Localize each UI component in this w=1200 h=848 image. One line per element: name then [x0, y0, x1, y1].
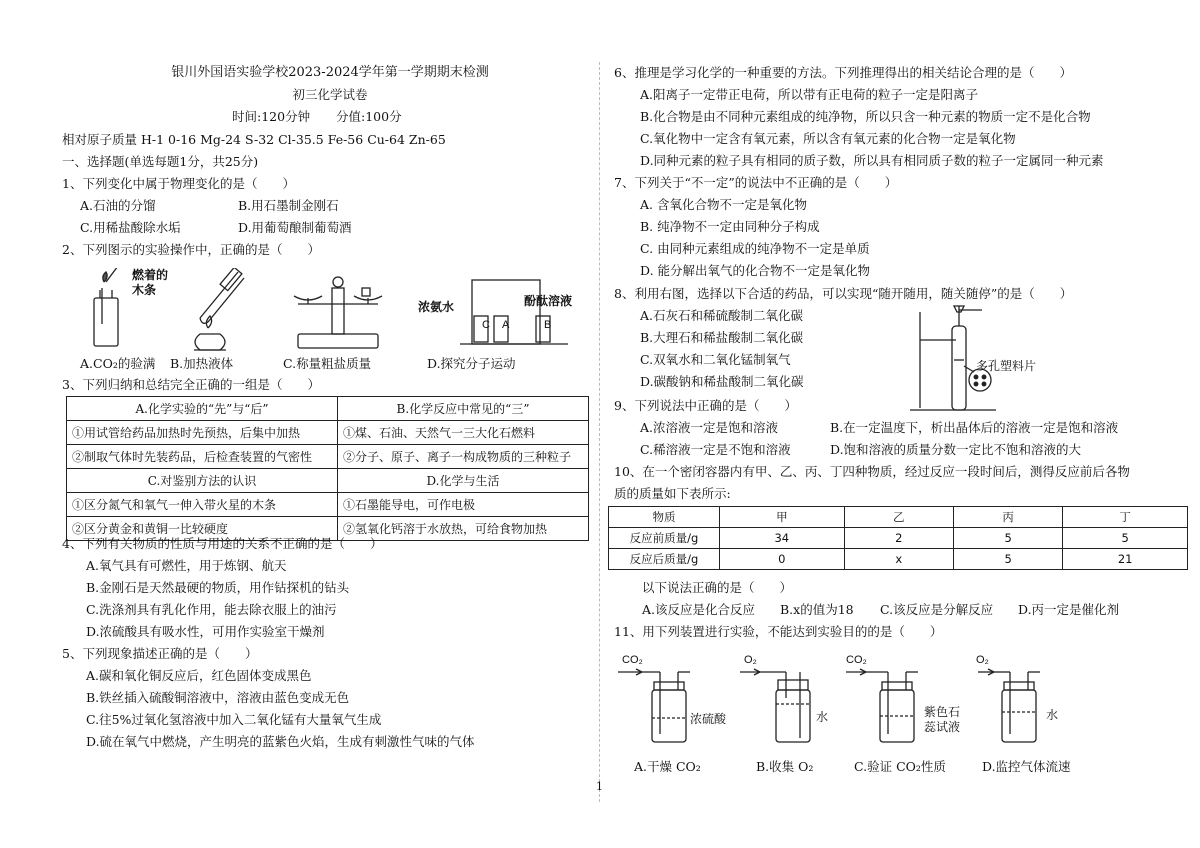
- q2-fig-a-label: 燃着的: [132, 268, 169, 282]
- gas-wash-bottle-icon: [618, 669, 690, 742]
- q7-option-d: D. 能分解出氧气的化合物不一定是氧化物: [640, 263, 871, 278]
- q10-option-a: A.该反应是化合反应: [642, 602, 756, 617]
- gas-collection-bottle-icon: [740, 669, 810, 742]
- q8-option-c: C.双氧水和二氧化锰制氧气: [640, 352, 791, 367]
- q6-option-a: A.阳离子一定带正电荷，所以带有正电荷的粒子一定是阳离子: [640, 87, 979, 102]
- q6-option-b: B.化合物是由不同种元素组成的纯净物，所以只含一种元素的物质一定不是化合物: [640, 109, 1091, 124]
- q3-cell: ①用试管给药品加热时先预热，后集中加热: [67, 421, 338, 445]
- q3-cell: ②区分黄金和黄铜一比较硬度: [67, 517, 338, 541]
- q3-stem: 3、下列归纳和总结完全正确的一组是（ ）: [62, 377, 320, 392]
- q5-option-c: C.往5%过氧化氢溶液中加入二氧化锰有大量氧气生成: [86, 712, 382, 727]
- table-row: [609, 549, 1188, 570]
- q2-beaker-b-label: B: [544, 319, 552, 331]
- table-row: [609, 507, 1188, 528]
- q10-option-d: D.丙一定是催化剂: [1018, 602, 1120, 617]
- q7-option-c: C. 由同种元素组成的纯净物不一定是单质: [640, 241, 870, 256]
- q8-option-b: B.大理石和稀盐酸制二氧化碳: [640, 330, 804, 345]
- table-cell: 反应前质量/g: [609, 528, 720, 549]
- q9-option-d: D.饱和溶液的质量分数一定比不饱和溶液的大: [830, 442, 1082, 457]
- q10-stem-line1: 10、在一个密闭容器内有甲、乙、丙、丁四种物质，经过反应一段时间后，测得反应前后各物: [614, 464, 1130, 479]
- q9-option-a: A.浓溶液一定是饱和溶液: [640, 420, 779, 435]
- q7-option-b: B. 纯净物不一定由同种分子构成: [640, 219, 820, 234]
- q11-liquid-d: 水: [1046, 708, 1059, 722]
- q9-option-c: C.稀溶液一定是不饱和溶液: [640, 442, 791, 457]
- q2-fig-a-label2: 木条: [132, 283, 157, 297]
- table-cell: 反应后质量/g: [609, 549, 720, 570]
- q11-liquid-b: 水: [816, 710, 829, 724]
- q4-option-a: A.氧气具有可燃性，用于炼钢、航天: [86, 558, 287, 573]
- table-header: 丙: [953, 507, 1062, 528]
- q11-liquid-c1: 紫色石: [924, 705, 961, 719]
- q7-stem: 7、下列关于“不一定”的说法中不正确的是（ ）: [614, 175, 898, 190]
- q10-sub-stem: 以下说法正确的是（ ）: [642, 580, 793, 595]
- balance-scale-icon: [294, 277, 382, 348]
- q9-stem: 9、下列说法中正确的是（ ）: [614, 398, 797, 413]
- q3-header-c: C.对鉴别方法的认识: [67, 469, 338, 493]
- q2-stem: 2、下列图示的实验操作中，正确的是（ ）: [62, 242, 320, 257]
- q3-summary-table: [66, 396, 589, 541]
- q6-option-c: C.氧化物中一定含有氧元素，所以含有氧元素的化合物一定是氧化物: [640, 131, 1016, 146]
- q1-option-d: D.用葡萄酿制葡萄酒: [238, 220, 352, 235]
- section-title: 一、选择题(单选每题1分，共25分): [62, 154, 259, 169]
- q8-option-a: A.石灰石和稀硫酸制二氧化碳: [640, 308, 804, 323]
- table-row: [609, 528, 1188, 549]
- q10-mass-table: [608, 506, 1188, 570]
- test-tube-heating-icon: [194, 268, 244, 350]
- table-cell: 5: [953, 549, 1062, 570]
- exam-score: 分值:100分: [336, 109, 402, 124]
- q2-beaker-a-label: A: [502, 319, 510, 331]
- q5-stem: 5、下列现象描述正确的是（ ）: [62, 646, 258, 661]
- q5-option-b: B.铁丝插入硫酸铜溶液中，溶液由蓝色变成无色: [86, 690, 350, 705]
- atomic-masses: 相对原子质量 H-1 0-16 Mg-24 S-32 Cl-35.5 Fe-56 Cu-64 Zn-65: [62, 132, 446, 147]
- q11-gas-b: O₂: [744, 654, 757, 666]
- q11-gas-c: CO₂: [846, 654, 867, 666]
- table-cell: 2: [844, 528, 953, 549]
- q11-option-d: D.监控气体流速: [982, 759, 1071, 774]
- q3-cell: ①石墨能导电，可作电极: [338, 493, 589, 517]
- q11-stem: 11、用下列装置进行实验，不能达到实验目的的是（ ）: [614, 624, 943, 639]
- q1-option-a: A.石油的分馏: [80, 198, 156, 213]
- column-divider: [599, 62, 600, 802]
- q9-option-b: B.在一定温度下，析出晶体后的溶液一定是饱和溶液: [830, 420, 1119, 435]
- q4-stem: 4、下列有关物质的性质与用途的关系不正确的是（ ）: [62, 536, 383, 551]
- q3-cell: ①区分氮气和氧气一伸入带火星的木条: [67, 493, 338, 517]
- q4-option-c: C.洗涤剂具有乳化作用，能去除衣服上的油污: [86, 602, 337, 617]
- gas-bottle-icon: [94, 268, 118, 346]
- q8-stem: 8、利用右图，选择以下合适的药品，可以实现“随开随用，随关随停”的是（ ）: [614, 286, 1073, 301]
- q4-option-b: B.金刚石是天然最硬的物质，用作钻探机的钻头: [86, 580, 350, 595]
- q11-gas-a: CO₂: [622, 654, 643, 666]
- q2-beaker-c-label: C: [482, 319, 490, 331]
- table-header: 物质: [609, 507, 720, 528]
- q2-fig-d-label2: 酚酞溶液: [524, 294, 573, 308]
- q7-option-a: A. 含氧化合物不一定是氧化物: [640, 197, 807, 212]
- q10-stem-line2: 质的质量如下表所示:: [614, 486, 731, 501]
- gas-wash-bottle-icon: [978, 669, 1040, 742]
- q11-liquid-a: 浓硫酸: [690, 712, 727, 726]
- q11-gas-bottles: [618, 668, 1088, 748]
- table-header: 乙: [844, 507, 953, 528]
- q11-gas-d: O₂: [976, 654, 989, 666]
- table-header: 甲: [720, 507, 845, 528]
- q2-option-a: A.CO₂的验满: [80, 356, 156, 371]
- beakers-under-jar-icon: [460, 280, 568, 344]
- q8-option-d: D.碳酸钠和稀盐酸制二氧化碳: [640, 374, 804, 389]
- q10-option-b: B.x的值为18: [780, 602, 854, 617]
- q10-option-c: C.该反应是分解反应: [880, 602, 994, 617]
- exam-subject: 初三化学试卷: [292, 87, 368, 102]
- q6-option-d: D.同种元素的粒子具有相同的质子数，所以具有相同质子数的粒子一定属同一种元素: [640, 153, 1104, 168]
- table-header: 丁: [1063, 507, 1188, 528]
- q3-header-d: D.化学与生活: [338, 469, 589, 493]
- q2-option-d: D.探究分子运动: [427, 356, 516, 371]
- table-cell: 34: [720, 528, 845, 549]
- exam-title: 银川外国语实验学校2023-2024学年第一学期期末检测: [171, 65, 489, 80]
- q2-option-c: C.称量粗盐质量: [283, 356, 372, 371]
- q4-option-d: D.浓硫酸具有吸水性，可用作实验室干燥剂: [86, 624, 325, 639]
- q2-apparatus-figures: [88, 268, 568, 352]
- table-cell: 0: [720, 549, 845, 570]
- q1-stem: 1、下列变化中属于物理变化的是（ ）: [62, 176, 295, 191]
- q11-liquid-c2: 蕊试液: [924, 720, 961, 734]
- q2-fig-d-label1: 浓氨水: [418, 300, 455, 314]
- q5-option-d: D.硫在氧气中燃烧，产生明亮的蓝紫色火焰，生成有刺激性气味的气体: [86, 734, 475, 749]
- table-cell: 5: [953, 528, 1062, 549]
- q2-option-b: B.加热液体: [170, 356, 234, 371]
- q6-stem: 6、推理是学习化学的一种重要的方法。下列推理得出的相关结论合理的是（ ）: [614, 65, 1072, 80]
- q3-cell: ②制取气体时先装药品，后检查装置的气密性: [67, 445, 338, 469]
- q11-option-a: A.干燥 CO₂: [634, 759, 701, 774]
- table-cell: 5: [1063, 528, 1188, 549]
- q8-fig-label: 多孔塑料片: [976, 359, 1037, 373]
- exam-time: 时间:120分钟: [232, 109, 311, 124]
- gas-wash-bottle-icon: [846, 669, 918, 742]
- q3-cell: ②氢氧化钙溶于水放热，可给食物加热: [338, 517, 589, 541]
- q1-option-b: B.用石墨制金刚石: [238, 198, 339, 213]
- q11-option-c: C.验证 CO₂性质: [854, 759, 946, 774]
- q3-header-b: B.化学反应中常见的“三”: [338, 397, 589, 421]
- q11-option-b: B.收集 O₂: [756, 759, 814, 774]
- q3-cell: ②分子、原子、离子一构成物质的三种粒子: [338, 445, 589, 469]
- page-number: 1: [596, 780, 603, 793]
- q3-header-a: A.化学实验的“先”与“后”: [67, 397, 338, 421]
- q1-option-c: C.用稀盐酸除水垢: [80, 220, 181, 235]
- table-cell: 21: [1063, 549, 1188, 570]
- q3-cell: ①煤、石油、天然气一三大化石燃料: [338, 421, 589, 445]
- q5-option-a: A.碳和氧化铜反应后，红色固体变成黑色: [86, 668, 312, 683]
- table-cell: x: [844, 549, 953, 570]
